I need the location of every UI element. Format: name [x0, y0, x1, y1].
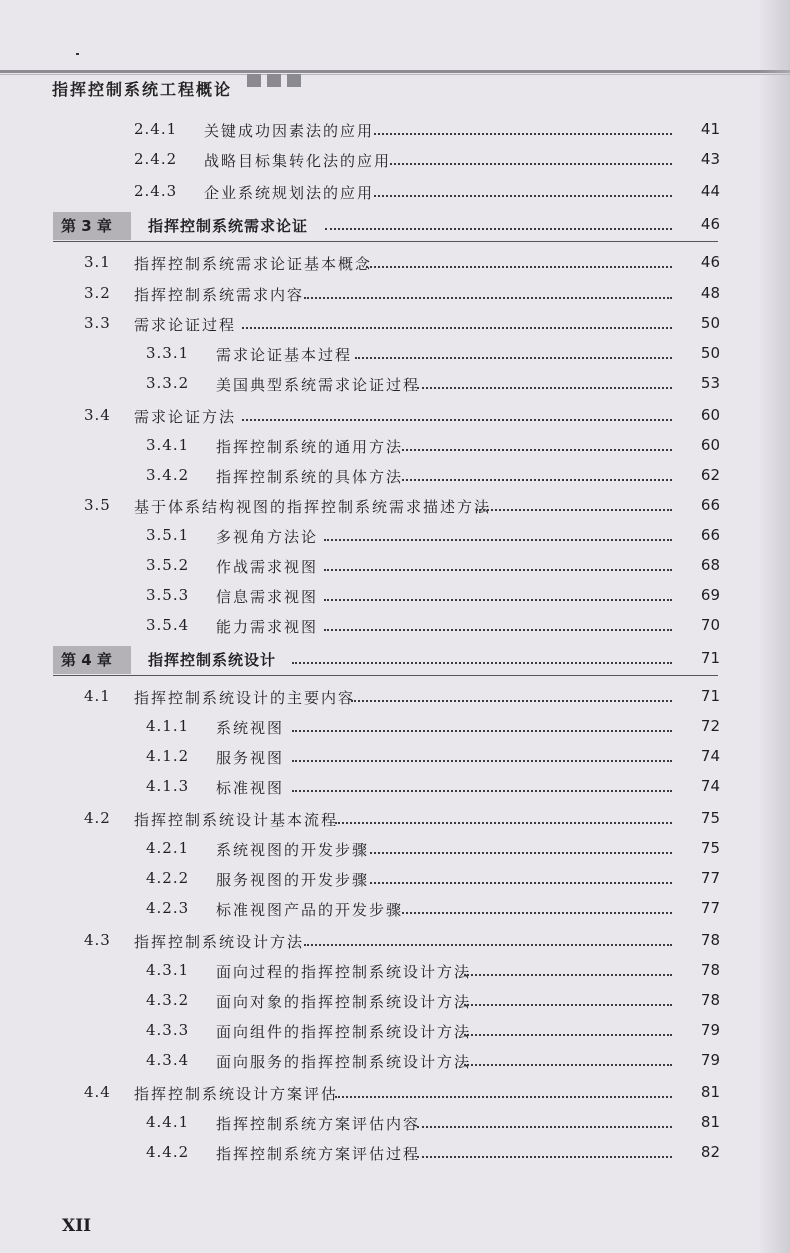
section-title: 指挥控制系统的通用方法 [216, 438, 404, 456]
toc-entry [0, 526, 790, 556]
section-title: 需求论证过程 [134, 316, 237, 334]
section-number: 4.3.3 [146, 1021, 190, 1039]
toc-entry [0, 1051, 790, 1081]
section-number: 3.3.1 [146, 344, 190, 362]
section-number: 4.4.2 [146, 1143, 190, 1161]
section-number: 4.1.2 [146, 747, 190, 765]
toc-entry [0, 284, 790, 314]
dot-leader [292, 662, 672, 664]
chapter-number-badge: 第 3 章 [53, 212, 131, 240]
section-number: 4.3.2 [146, 991, 190, 1009]
dot-leader [324, 599, 672, 601]
section-number: 3.5.2 [146, 556, 190, 574]
toc-entry [0, 120, 790, 150]
toc-page-number: 75 [700, 839, 720, 857]
toc-entry [0, 556, 790, 586]
header-rule [0, 70, 790, 73]
toc-chapter-entry [0, 649, 790, 679]
dot-leader [464, 1004, 672, 1006]
section-title: 系统视图 [216, 719, 285, 737]
section-title: 指挥控制系统设计方法 [134, 933, 305, 951]
section-title: 面向服务的指挥控制系统设计方法 [216, 1053, 472, 1071]
toc-entry [0, 616, 790, 646]
section-number: 3.5.3 [146, 586, 190, 604]
toc-page-number: 68 [700, 556, 720, 574]
chapter-number-badge: 第 4 章 [53, 646, 131, 674]
dot-leader [304, 297, 672, 299]
chapter-underline [53, 241, 718, 242]
section-title: 指挥控制系统方案评估内容 [216, 1115, 421, 1133]
section-title: 面向组件的指挥控制系统设计方法 [216, 1023, 472, 1041]
section-number: 4.3 [84, 931, 111, 949]
section-number: 3.5 [84, 496, 111, 514]
section-title: 指挥控制系统设计基本流程 [134, 811, 339, 829]
toc-page-number: 41 [700, 120, 720, 138]
dot-leader [304, 944, 672, 946]
print-mark [76, 53, 79, 55]
section-title: 服务视图 [216, 749, 285, 767]
toc-chapter-entry [0, 215, 790, 245]
section-number: 4.2.3 [146, 899, 190, 917]
section-title: 系统视图的开发步骤 [216, 841, 370, 859]
dot-leader [335, 1096, 672, 1098]
section-title: 美国典型系统需求论证过程 [216, 376, 421, 394]
dot-leader [417, 1156, 672, 1158]
section-title: 企业系统规划法的应用 [204, 184, 375, 202]
toc-page-number: 81 [700, 1113, 720, 1131]
page-number-roman: XII [62, 1216, 92, 1236]
toc-entry [0, 899, 790, 929]
dot-leader [242, 419, 672, 421]
section-number: 4.2 [84, 809, 111, 827]
dot-leader [351, 700, 672, 702]
toc-page-number: 77 [700, 869, 720, 887]
toc-entry [0, 586, 790, 616]
toc-page-number: 70 [700, 616, 720, 634]
dot-leader [335, 822, 672, 824]
dot-leader [292, 730, 672, 732]
toc-page-number: 75 [700, 809, 720, 827]
dot-leader [402, 912, 672, 914]
header-rule-thin [0, 74, 790, 75]
section-title: 服务视图的开发步骤 [216, 871, 370, 889]
section-title: 战略目标集转化法的应用 [204, 152, 392, 170]
section-title: 面向过程的指挥控制系统设计方法 [216, 963, 472, 981]
toc-page-number: 74 [700, 777, 720, 795]
toc-page-number: 82 [700, 1143, 720, 1161]
toc-entry [0, 777, 790, 807]
dot-leader [325, 228, 672, 230]
toc-entry [0, 466, 790, 496]
section-title: 指挥控制系统需求论证基本概念 [134, 255, 373, 273]
toc-entry [0, 1021, 790, 1051]
section-title: 能力需求视图 [216, 618, 319, 636]
page-edge-shadow [758, 0, 790, 1253]
toc-entry [0, 1113, 790, 1143]
section-number: 3.5.4 [146, 616, 190, 634]
dot-leader [370, 882, 672, 884]
toc-entry [0, 344, 790, 374]
toc-entry [0, 747, 790, 777]
section-number: 4.2.1 [146, 839, 190, 857]
toc-entry [0, 436, 790, 466]
section-number: 3.1 [84, 253, 111, 271]
section-number: 2.4.3 [134, 182, 178, 200]
toc-entry [0, 991, 790, 1021]
toc-page-number: 46 [700, 253, 720, 271]
toc-page-number: 50 [700, 344, 720, 362]
toc-entry [0, 869, 790, 899]
section-title: 关键成功因素法的应用 [204, 122, 375, 140]
dot-leader [464, 1034, 672, 1036]
toc-page-number: 66 [700, 526, 720, 544]
section-number: 4.4.1 [146, 1113, 190, 1131]
toc-page-number: 81 [700, 1083, 720, 1101]
toc-page-number: 60 [700, 406, 720, 424]
dot-leader [242, 327, 672, 329]
section-number: 3.4.2 [146, 466, 190, 484]
dot-leader [464, 1064, 672, 1066]
running-head-title: 指挥控制系统工程概论 [52, 80, 233, 99]
toc-page-number: 62 [700, 466, 720, 484]
section-number: 2.4.2 [134, 150, 178, 168]
section-number: 3.3.2 [146, 374, 190, 392]
toc-entry [0, 496, 790, 526]
dot-leader [417, 387, 672, 389]
section-title: 需求论证基本过程 [216, 346, 353, 364]
toc-entry [0, 961, 790, 991]
section-title: 指挥控制系统需求内容 [134, 286, 305, 304]
toc-page-number: 78 [700, 931, 720, 949]
dot-leader [417, 1126, 672, 1128]
section-number: 4.2.2 [146, 869, 190, 887]
toc-page-number: 72 [700, 717, 720, 735]
dot-leader [292, 790, 672, 792]
dot-leader [464, 974, 672, 976]
toc-page-number: 78 [700, 991, 720, 1009]
section-title: 基于体系结构视图的指挥控制系统需求描述方法 [134, 498, 492, 516]
toc-page-number: 79 [700, 1051, 720, 1069]
toc-entry [0, 1083, 790, 1113]
dot-leader [324, 629, 672, 631]
chapter-title: 指挥控制系统设计 [148, 651, 277, 669]
toc-page-number: 48 [700, 284, 720, 302]
toc-page-number: 71 [700, 687, 720, 705]
dot-leader [374, 133, 672, 135]
toc-page-number: 44 [700, 182, 720, 200]
toc-page-number: 79 [700, 1021, 720, 1039]
toc-page-number: 53 [700, 374, 720, 392]
toc-page-number: 66 [700, 496, 720, 514]
toc-entry [0, 374, 790, 404]
dot-leader [292, 760, 672, 762]
dot-leader [324, 539, 672, 541]
section-number: 4.3.4 [146, 1051, 190, 1069]
toc-page-number: 71 [700, 649, 720, 667]
toc-page-number: 69 [700, 586, 720, 604]
toc-entry [0, 839, 790, 869]
section-title: 指挥控制系统的具体方法 [216, 468, 404, 486]
section-number: 4.1.3 [146, 777, 190, 795]
section-title: 标准视图产品的开发步骤 [216, 901, 404, 919]
section-number: 4.1 [84, 687, 111, 705]
section-title: 作战需求视图 [216, 558, 319, 576]
dot-leader [402, 449, 672, 451]
toc-entry [0, 931, 790, 961]
section-title: 指挥控制系统设计方案评估 [134, 1085, 339, 1103]
section-title: 需求论证方法 [134, 408, 237, 426]
section-number: 3.2 [84, 284, 111, 302]
dot-leader [370, 852, 672, 854]
section-number: 2.4.1 [134, 120, 178, 138]
section-number: 3.4.1 [146, 436, 190, 454]
toc-entry [0, 1143, 790, 1173]
toc-entry [0, 314, 790, 344]
chapter-title: 指挥控制系统需求论证 [148, 217, 309, 235]
section-title: 面向对象的指挥控制系统设计方法 [216, 993, 472, 1011]
section-number: 4.4 [84, 1083, 111, 1101]
section-title: 标准视图 [216, 779, 285, 797]
toc-page-number: 43 [700, 150, 720, 168]
section-number: 3.5.1 [146, 526, 190, 544]
section-title: 多视角方法论 [216, 528, 319, 546]
toc-entry [0, 150, 790, 180]
dot-leader [402, 479, 672, 481]
toc-page-number: 77 [700, 899, 720, 917]
section-title: 信息需求视图 [216, 588, 319, 606]
dot-leader [324, 569, 672, 571]
toc-page-number: 50 [700, 314, 720, 332]
section-number: 3.4 [84, 406, 111, 424]
toc-entry [0, 406, 790, 436]
toc-entry [0, 809, 790, 839]
dot-leader [355, 357, 672, 359]
toc-entry [0, 687, 790, 717]
chapter-underline [53, 675, 718, 676]
toc-entry [0, 717, 790, 747]
toc-entry [0, 253, 790, 283]
toc-page-number: 46 [700, 215, 720, 233]
dot-leader [390, 163, 672, 165]
dot-leader [374, 195, 672, 197]
section-title: 指挥控制系统方案评估过程 [216, 1145, 421, 1163]
toc-page-number: 60 [700, 436, 720, 454]
header-squares [247, 74, 301, 87]
dot-leader [476, 509, 672, 511]
section-number: 4.1.1 [146, 717, 190, 735]
section-number: 4.3.1 [146, 961, 190, 979]
section-number: 3.3 [84, 314, 111, 332]
toc-entry [0, 182, 790, 212]
toc-page-number: 74 [700, 747, 720, 765]
section-title: 指挥控制系统设计的主要内容 [134, 689, 356, 707]
dot-leader [366, 266, 672, 268]
toc-page-number: 78 [700, 961, 720, 979]
